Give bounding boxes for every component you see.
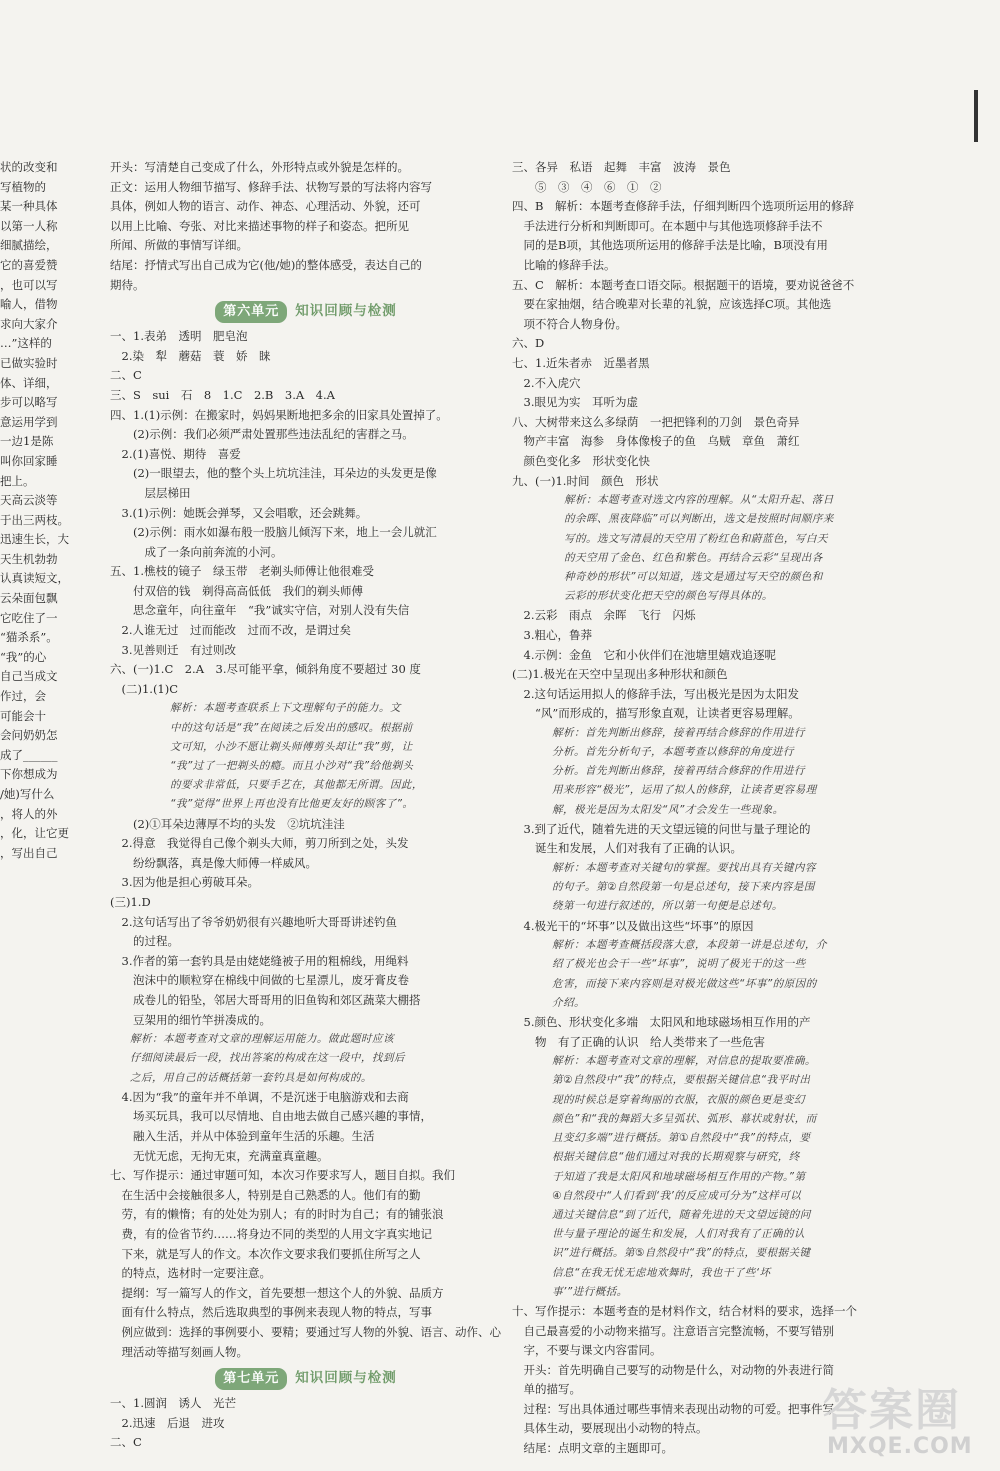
- unit6-answer-line: 思念童年，向往童年 “我”诚实守信，对别人没有失信: [110, 603, 410, 618]
- unit6-explanation-line: 解析：本题考查对文章的理解运用能力。做此题时应该: [130, 1033, 394, 1046]
- right-answer-line: 3.眼见为实 耳听为虚: [512, 395, 638, 410]
- unit6-answer-line: 3.(1)示例：她既会弹琴，又会唱歌，还会跳舞。: [110, 505, 368, 520]
- middle-top-line: 结尾：抒情式写出自己成为它(他/她)的整体感受，表达自己的: [110, 257, 422, 272]
- right-column: [512, 158, 982, 1459]
- right-explanation-line: 解析：本题考查对文章的理解，对信息的提取要准确。: [552, 1055, 816, 1068]
- unit6-answer-line: (二)1.(1)C: [110, 681, 179, 696]
- right-explanation-line: 事’”进行概括。: [552, 1285, 628, 1298]
- unit6-answer-line: 一、1.表弟 透明 肥皂泡: [110, 329, 248, 344]
- right-explanation-line: 云彩的形状变化把天空的颜色写得具体的。: [564, 590, 773, 603]
- right-explanation-line: 分析。首先分析句子，本题考查以修辞的角度进行: [552, 746, 794, 759]
- left-fragment-line: 下你想成为: [0, 767, 58, 782]
- unit6-answer-line: 费，有的俭省节约……将身边不同的类型的人用文字真实地记: [110, 1226, 432, 1241]
- unit6-answer-line: 的过程。: [110, 934, 179, 949]
- left-fragment-line: 状的改变和: [0, 160, 58, 174]
- unit6-answer-line: 面有什么特点，然后选取典型的事例来表现人物的特点，写事: [110, 1305, 432, 1320]
- right-explanation-line: 世与量子理论的诞生和发展，人们对我有了正确的认: [552, 1228, 805, 1241]
- unit6-explanation-line: “我”过了一把剃头的瘾。而且小沙对“我”给他剃头: [170, 760, 414, 773]
- unit6-title: 知识回顾与检测: [295, 303, 397, 320]
- left-fragment-line: ，化，让它更: [0, 826, 69, 841]
- unit6-header: [110, 299, 502, 325]
- right-answer-line: 诞生和发展，人们对我有了正确的认识。: [512, 841, 742, 856]
- unit6-answer-line: (2)示例：我们必须严肃处置那些违法乱纪的害群之马。: [110, 427, 414, 442]
- unit6-explanation-line: 文可知，小沙不愿让剃头师傅剪头却让“我”剪，让: [170, 740, 413, 753]
- right-explanation-line: 识”进行概括。第⑤自然段中“我”的特点，要根据关键: [552, 1247, 811, 1260]
- right-explanation-line: 写的。选文写清晨的天空用了粉红色和蔚蓝色，写白天: [564, 532, 828, 545]
- left-fragment-line: 作过，会: [0, 689, 46, 704]
- middle-top-line: 期待。: [110, 277, 145, 292]
- unit6-answer-line: 泡沫中的顺粒穿在棉线中间做的七星漂儿，废牙膏皮卷: [110, 973, 409, 988]
- right-explanation-line: 信息“在我无忧无虑地欢舞时，我也干了些‘坏: [552, 1266, 771, 1279]
- right-answer-line: 物 有了正确的认识 给人类带来了一些危害: [512, 1034, 765, 1049]
- unit6-answer-line: 4.因为“我”的童年并不单调，不是沉迷于电脑游戏和去商: [110, 1089, 409, 1104]
- right-explanation-line: 于知道了我是太阳风和地球磁场相互作用的产物。”第: [552, 1170, 806, 1183]
- right-answer-line: 4.示例：金鱼 它和小伙伴们在池塘里嬉戏追逐呢: [512, 647, 776, 662]
- right-explanation-line: 分析。首先判断出修辞，接着再结合修辞的作用进行: [552, 765, 805, 778]
- right-explanation-line: 绕第一句进行叙述的，所以第一句便是总述句。: [552, 900, 783, 913]
- left-fragment-line: 写植物的: [0, 179, 46, 194]
- left-fragment-line: “猫杀系”。: [0, 630, 58, 645]
- left-fragment-line: 成了______: [0, 747, 58, 762]
- unit6-answer-line: 理活动等描写刻画人物。: [110, 1344, 248, 1359]
- right-answer-line: 2.不入虎穴: [512, 375, 581, 390]
- left-fragment-line: 体、详细，: [0, 375, 58, 390]
- right-answer-line: 八、大树带来这么多绿荫 一把把锋利的刀剑 景色奇异: [512, 414, 800, 429]
- right-answer-line: 比喻的修辞手法。: [512, 257, 616, 272]
- unit6-answer-line: 2.染 犁 蘑菇 蓑 娇 睐: [110, 348, 271, 363]
- unit6-answer-line: 2.人谁无过 过而能改 过而不改，是谓过矣: [110, 623, 351, 638]
- unit6-answer-line: 成卷儿的铅坠，邻居大哥哥用的旧鱼钩和郊区蔬菜大棚搭: [110, 993, 421, 1007]
- unit6-answer-line: 场买玩具，我可以尽情地、自由地去做自己感兴趣的事情，: [110, 1109, 432, 1124]
- right-answer-line: 四、B 解析：本题考查修辞手法，仔细判断四个选项所运用的修辞: [512, 199, 854, 214]
- left-fragment-line: 以第一人称: [0, 218, 58, 233]
- left-fragment-line: ，将人的外: [0, 806, 58, 821]
- right-answer-line: “风”而形成的，描写形象直观，让读者更容易理解。: [512, 706, 800, 721]
- right-explanation-line: 解析：首先判断出修辞，接着再结合修辞的作用进行: [552, 726, 805, 739]
- right-answer-line: 物产丰富 海参 身体像梭子的鱼 乌贼 章鱼 萧红: [512, 434, 800, 449]
- right-answer-line: 开头：首先明确自己要写的动物是什么，对动物的外表进行简: [512, 1362, 834, 1377]
- unit6-answer-line: 四、1.(1)示例：在搬家时，妈妈果断地把多余的旧家具处置掉了。: [110, 407, 448, 422]
- unit6-answer-line: 层层梯田: [110, 485, 191, 500]
- left-fragment-line: 自己当成文: [0, 669, 58, 684]
- left-fragment-line: 天高云淡等: [0, 493, 58, 508]
- unit7-title: 知识回顾与检测: [295, 1370, 397, 1387]
- left-fragment-line: 一边1是陈: [0, 434, 54, 449]
- right-answer-line: 七、1.近朱者赤 近墨者黑: [512, 355, 650, 370]
- right-explanation-line: 种奇妙的形状”可以知道，选文是通过写天空的颜色和: [564, 570, 823, 583]
- left-fragment-line: 叫你回家睡: [0, 453, 58, 468]
- right-answer-line: 4.极光干的“坏事”以及做出这些“坏事”的原因: [512, 918, 754, 933]
- unit6-answer-line: (2)①耳朵边薄厚不均的头发 ②坑坑洼洼: [110, 816, 345, 831]
- unit6-explanation-line: 之后，用自己的话概括第一套钓具是如何构成的。: [130, 1071, 372, 1084]
- right-explanation-line: 解析：本题考查概括段落大意，本段第一讲是总述句，介: [552, 939, 827, 952]
- unit6-explanation-line: 中的这句话是“我”在阅读之后发出的感叹。根据前: [170, 721, 413, 734]
- unit6-answer-line: 2.得意 我觉得自己像个剃头大师，剪刀所到之处，头发: [110, 836, 409, 851]
- unit6-answer-line: 无忧无虑，无拘无束，充满童真童趣。: [110, 1148, 329, 1163]
- right-answer-line: 5.颜色、形状变化多端 太阳风和地球磁场相互作用的产: [512, 1015, 811, 1030]
- unit6-explanation-line: 解析：本题考查联系上下文理解句子的能力。文: [170, 702, 401, 715]
- unit6-explanation-line: 的要求非常低，只要手艺在，其他都无所谓。因此，: [170, 779, 423, 792]
- left-fragment-line: 喻人，借物: [0, 297, 58, 312]
- right-explanation-line: 的天空用了金色、红色和紫色。再结合云彩“呈现出各: [564, 551, 823, 564]
- right-answer-line: 项不符合人物身份。: [512, 316, 627, 331]
- unit6-answer-line: 七、写作提示：通过审题可知，本次习作要求写人，题目自拟。我们: [110, 1168, 455, 1183]
- left-fragment-line: 云朵面包飘: [0, 591, 58, 606]
- unit7-header: [110, 1366, 502, 1392]
- left-fragment-line: 会问奶奶怎: [0, 728, 58, 743]
- left-fragment-line: …”这样的: [0, 336, 52, 351]
- unit6-answer-line: 豆架用的细竹竿拼凑成的。: [110, 1012, 271, 1027]
- right-explanation-line: 用来形容“极光”，运用了拟人的修辞，让读者更容易理: [552, 784, 817, 797]
- right-answer-line: 3.到了近代，随着先进的天文望远镜的问世与量子理论的: [512, 821, 811, 836]
- right-explanation-line: 现的时候总是穿着绚丽的衣服，衣服的颜色更是变幻: [552, 1093, 805, 1106]
- right-explanation-line: 根据关键信息“他们通过对我的长期观察与研究，终: [552, 1151, 800, 1164]
- unit6-answer-line: 的特点，选材时一定要注意。: [110, 1266, 271, 1281]
- right-answer-line: 九、(一)1.时间 颜色 形状: [512, 473, 659, 488]
- right-explanation-line: 介绍。: [552, 996, 585, 1009]
- watermark-url: MXQE.COM: [827, 1434, 973, 1459]
- right-explanation-line: 解析：本题考查对选文内容的理解。从“太阳升起、落日: [564, 494, 834, 507]
- unit6-answer-line: (2)一眼望去，他的整个头上坑坑洼洼，耳朵边的头发更是像: [110, 466, 437, 481]
- unit6-answer-line: 3.作者的第一套钓具是由姥姥缝被子用的粗棉线，用绳料: [110, 953, 409, 968]
- left-fragment-line: 意运用学到: [0, 414, 58, 429]
- right-answer-line: 三、各异 私语 起舞 丰富 波涛 景色: [512, 160, 731, 174]
- right-answer-line: 五、C 解析：本题考查口语交际。根据题干的语境，要劝说爸爸不: [512, 277, 855, 292]
- unit6-answer-line: 在生活中会接触很多人，特别是自己熟悉的人。他们有的勤: [110, 1187, 421, 1202]
- unit6-badge: 第六单元: [215, 301, 287, 323]
- right-explanation-line: 的句子。第②自然段第一句是总述句，接下来内容是围: [552, 881, 815, 894]
- left-fragment-line: “我”的心: [0, 649, 47, 664]
- unit6-answer-line: 提纲：写一篇写人的作文，首先要想一想这个人的外貌、品质方: [110, 1285, 444, 1300]
- right-explanation-line: 颜色”和“我的舞蹈大多呈弧状、弧形、幕状或射状，而: [552, 1112, 817, 1125]
- right-answer-line: 单的描写。: [512, 1382, 581, 1397]
- unit7-answer-line: 2.迅速 后退 进攻: [110, 1415, 225, 1430]
- unit6-answer-line: 融入生活，并从中体验到童年生活的乐趣。生活: [110, 1128, 375, 1143]
- left-fragment-line: 已做实验时: [0, 355, 58, 370]
- right-explanation-line: 第②自然段中“我”的特点，要根据关键信息“我平时出: [552, 1074, 811, 1087]
- watermark: [815, 1372, 995, 1467]
- unit6-answer-line: 下来，就是写人的作文。本次作文要求我们要抓住所写之人: [110, 1246, 421, 1261]
- left-fragment-line: ，也可以写: [0, 277, 58, 292]
- right-answer-line: 字，不要与课文内容雷同。: [512, 1343, 662, 1358]
- right-answer-line: 自己最喜爱的小动物来描写。注意语言完整流畅，不要写错别: [512, 1323, 834, 1338]
- middle-top-line: 以用上比喻、夸张、对比来描述事物的样子和姿态。把所见: [110, 218, 409, 233]
- right-explanation-line: 且变幻多端”进行概括。第①自然段中“我”的特点，要: [552, 1132, 811, 1145]
- middle-top-line: 所闻、所做的事情写详细。: [110, 238, 248, 253]
- unit7-answer-line: 二、C: [110, 1435, 142, 1450]
- right-explanation-line: 危害，而接下来内容则是对极光做这些“坏事”的原因的: [552, 977, 817, 990]
- unit7-answer-line: 一、1.圆润 诱人 光芒: [110, 1396, 236, 1411]
- unit6-answer-line: 3.见善则迁 有过则改: [110, 642, 236, 657]
- right-answer-line: 颜色变化多 形状变化快: [512, 453, 650, 468]
- middle-column: [110, 158, 502, 1453]
- unit6-answer-line: 五、1.樵枝的镜子 绿玉带 老剃头师傅让他很难受: [110, 564, 374, 579]
- left-fragment-line: 它的喜爱赞: [0, 257, 58, 272]
- unit6-answer-line: 成了一条向前奔流的小河。: [110, 544, 283, 559]
- left-fragment-line: 它吃住了一: [0, 610, 58, 625]
- right-explanation-line: 绍了极光也会干一些“坏事”，说明了极光干的这一些: [552, 958, 806, 971]
- unit6-answer-line: 例应做到：选择的事例要小、要精；要通过写人物的外貌、语言、动作、心: [110, 1324, 501, 1339]
- right-explanation-line: 通过关键信息“到了近代，随着先进的天文望远镜的问: [552, 1208, 811, 1221]
- left-fragment-line: 求向大家介: [0, 316, 58, 331]
- left-fragment-line: /她)写什么: [0, 787, 55, 801]
- left-fragment-line: 步可以略写: [0, 395, 58, 410]
- left-fragment-line: ，写出自己: [0, 845, 58, 860]
- left-column-fragments: [0, 158, 100, 863]
- right-answer-line: 过程：写出具体通过哪些事情来表现出动物的可爱。把事件写: [512, 1401, 834, 1416]
- watermark-logo: 答案圈: [823, 1385, 961, 1436]
- unit6-answer-line: 2.这句话写出了爷爷奶奶很有兴趣地听大哥哥讲述钓鱼: [110, 914, 397, 929]
- left-fragment-line: 迅速生长，大: [0, 532, 69, 547]
- right-explanation-line: 的余晖、黑夜降临”可以判断出，选文是按照时间顺序来: [564, 513, 834, 526]
- right-answer-line: 结尾：点明文章的主题即可。: [512, 1441, 673, 1456]
- unit6-explanation-line: 仔细阅读最后一段，找出答案的构成在这一段中，找到后: [130, 1052, 405, 1065]
- left-fragment-line: 于出三两枝。: [0, 512, 69, 527]
- unit6-answer-line: 付双倍的钱 剃得高高低低 我们的剃头师傅: [110, 583, 363, 598]
- left-fragment-line: 可能会十: [0, 708, 46, 723]
- right-answer-line: 具体生动，要展现出小动物的特点。: [512, 1421, 708, 1436]
- left-fragment-line: 细腻描绘，: [0, 238, 58, 253]
- right-answer-line: 手法进行分析和判断即可。在本题中与其他选项修辞手法不: [512, 218, 823, 233]
- middle-top-line: 具体，例如人物的语言、动作、神态、心理活动、外貌，还可: [110, 199, 421, 214]
- right-answer-line: 3.粗心，鲁莽: [512, 627, 592, 642]
- left-fragment-line: 认真读短文，: [0, 571, 69, 586]
- right-explanation-line: ④自然段中“人们看到‘我’的反应成可分为”这样可以: [552, 1189, 802, 1202]
- right-answer-line: 同的是B项，其他选项所运用的修辞手法是比喻，B项没有用: [512, 238, 828, 253]
- left-fragment-line: 某一种具体: [0, 199, 58, 214]
- unit6-explanation-line: “我”觉得“世界上再也没有比他更友好的顾客了”。: [170, 798, 414, 811]
- right-answer-line: 要在家抽烟，结合晚辈对长辈的礼貌，应该选择C项。其他选: [512, 297, 832, 312]
- unit6-answer-line: 三、S sui 石 8 1.C 2.B 3.A 4.A: [110, 387, 335, 402]
- unit6-answer-line: 纷纷飘落，真是像大师傅一样威风。: [110, 855, 317, 870]
- left-fragment-line: 把上。: [0, 473, 35, 488]
- right-explanation-line: 解，极光是因为太阳发“风”才会发生一些现象。: [552, 803, 784, 816]
- middle-top-line: 正文：运用人物细节描写、修辞手法、状物写景的写法将内容写: [110, 179, 432, 194]
- middle-top-line: 开头：写清楚自己变成了什么，外形特点或外貌是怎样的。: [110, 160, 409, 174]
- right-answer-line: 六、D: [512, 336, 545, 351]
- right-explanation-line: 解析：本题考查对关键句的掌握。要找出具有关键内容: [552, 862, 816, 875]
- right-answer-line: (二)1.极光在天空中呈现出多种形状和颜色: [512, 667, 728, 682]
- binding-mark: [974, 90, 978, 142]
- unit6-answer-line: 二、C: [110, 368, 142, 383]
- right-answer-line: 十、写作提示：本题考查的是材料作文，结合材料的要求，选择一个: [512, 1303, 857, 1318]
- right-answer-line: ⑤ ③ ④ ⑥ ① ②: [512, 179, 662, 194]
- right-answer-line: 2.云彩 雨点 余晖 飞行 闪烁: [512, 608, 696, 623]
- unit6-answer-line: (2)示例：雨水如瀑布般一股脑儿倾泻下来，地上一会儿就汇: [110, 525, 437, 540]
- left-fragment-line: 天生机勃勃: [0, 551, 58, 566]
- unit6-answer-line: 六、(一)1.C 2.A 3.尽可能平拿，倾斜角度不要超过 30 度: [110, 662, 421, 677]
- right-answer-line: 2.这句话运用拟人的修辞手法，写出极光是因为太阳发: [512, 686, 799, 701]
- unit7-badge: 第七单元: [215, 1368, 287, 1390]
- unit6-answer-line: (三)1.D: [110, 895, 151, 910]
- unit6-answer-line: 2.(1)喜悦、期待 喜爱: [110, 446, 241, 461]
- unit6-answer-line: 劳，有的懒惰；有的处处为别人；有的时时为自己；有的铺张浪: [110, 1207, 444, 1222]
- unit6-answer-line: 3.因为他是担心剪破耳朵。: [110, 875, 259, 890]
